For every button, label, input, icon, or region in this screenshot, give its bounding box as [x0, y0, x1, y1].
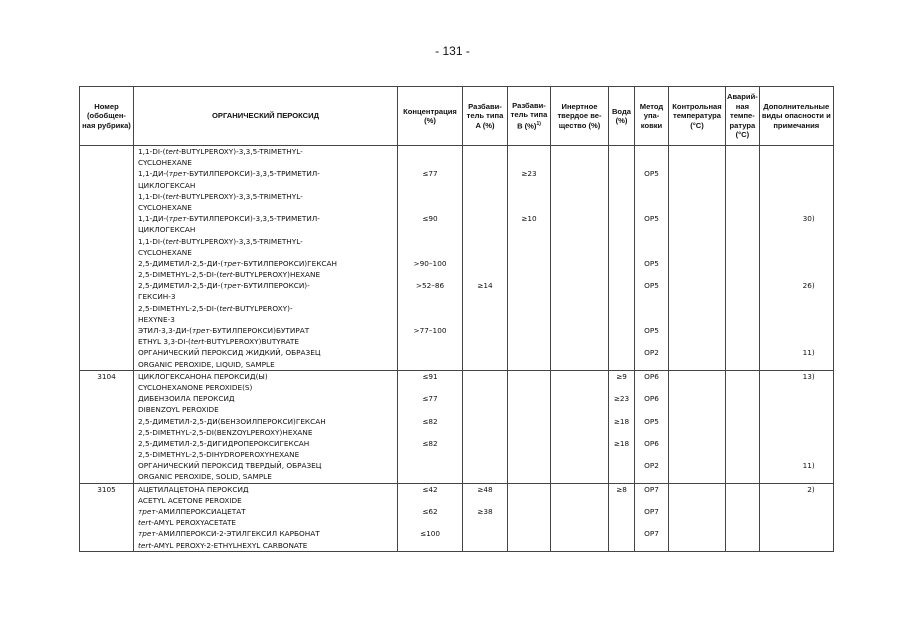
- cell-inert: [551, 438, 609, 460]
- name-line: [138, 528, 397, 539]
- cell-control-temp: [669, 258, 726, 280]
- cell-peroxide-name: [134, 416, 398, 438]
- cell-water: [609, 168, 635, 190]
- cell-peroxide-name: [134, 168, 398, 190]
- cell-diluent-b: [508, 506, 551, 528]
- table-row: [80, 325, 834, 347]
- name-text: -BUTYLPEROXY)-3,3,5-TRIMETHYL-: [178, 236, 303, 246]
- cell-emergency-temp: [726, 168, 760, 190]
- cell-inert: [551, 483, 609, 506]
- cell-concentration: ≤77: [398, 168, 463, 190]
- cell-control-temp: [669, 483, 726, 506]
- name-italic: трет: [138, 529, 156, 539]
- cell-control-temp: [669, 191, 726, 213]
- cell-inert: [551, 460, 609, 483]
- table-row: [80, 258, 834, 280]
- header-diluent-b-note: 1): [536, 120, 541, 127]
- cell-diluent-b: [508, 370, 551, 393]
- cell-notes: [759, 168, 833, 190]
- cell-control-temp: [669, 438, 726, 460]
- cell-diluent-b: [508, 280, 551, 325]
- name-line: 2,5-DIMETHYL-2,5-DI(BENZOYLPEROXY)HEXANE: [138, 427, 313, 437]
- cell-emergency-temp: [726, 438, 760, 460]
- cell-peroxide-name: [134, 280, 398, 325]
- name-text: 1,1-DI-(: [138, 147, 166, 156]
- cell-method: OP5: [635, 213, 669, 235]
- cell-concentration: [398, 236, 463, 258]
- cell-emergency-temp: [726, 325, 760, 347]
- cell-number: [80, 191, 134, 213]
- table-row: [80, 236, 834, 258]
- cell-method: OP5: [635, 280, 669, 325]
- cell-concentration: ≤82: [398, 438, 463, 460]
- cell-control-temp: [669, 325, 726, 347]
- cell-diluent-b: [508, 460, 551, 483]
- cell-peroxide-name: [134, 506, 398, 528]
- cell-inert: [551, 528, 609, 551]
- name-italic: трет: [168, 169, 187, 179]
- name-line: [138, 303, 397, 314]
- cell-diluent-a: [463, 146, 508, 169]
- cell-control-temp: [669, 280, 726, 325]
- cell-method: OP5: [635, 168, 669, 190]
- name-text: 2,5-ДИМЕТИЛ-2,5-ДИ-(: [138, 281, 224, 291]
- cell-method: [635, 236, 669, 258]
- name-text: -БУТИЛПЕРОКСИ)-3,3,5-ТРИМЕТИЛ-: [186, 214, 320, 224]
- cell-number: [80, 528, 134, 551]
- cell-diluent-a: [463, 236, 508, 258]
- name-text: -БУТИЛПЕРОКСИ)БУТИРАТ: [209, 326, 310, 335]
- cell-emergency-temp: [726, 528, 760, 551]
- header-row: [80, 87, 834, 146]
- cell-notes: [759, 325, 833, 347]
- name-line: АЦЕТИЛАЦЕТОНА ПЕРОКСИД: [138, 484, 249, 494]
- cell-inert: [551, 168, 609, 190]
- cell-emergency-temp: [726, 191, 760, 213]
- name-line: [138, 236, 397, 247]
- table-row: [80, 191, 834, 213]
- cell-method: [635, 146, 669, 169]
- cell-emergency-temp: [726, 347, 760, 370]
- cell-method: OP7: [635, 528, 669, 551]
- name-line: ЦИКЛОГЕКСАН: [138, 180, 196, 190]
- cell-notes: [759, 236, 833, 258]
- cell-water: ≥18: [609, 438, 635, 460]
- cell-concentration: ≤90: [398, 213, 463, 235]
- cell-control-temp: [669, 213, 726, 235]
- name-text: 1,1-ДИ-(: [138, 169, 169, 179]
- cell-diluent-a: [463, 168, 508, 190]
- cell-control-temp: [669, 460, 726, 483]
- name-text: 1,1-DI-(: [138, 236, 166, 246]
- cell-emergency-temp: [726, 370, 760, 393]
- cell-peroxide-name: [134, 347, 398, 370]
- cell-concentration: ≤42: [398, 483, 463, 506]
- cell-notes: [759, 258, 833, 280]
- cell-number: [80, 168, 134, 190]
- cell-diluent-b: [508, 325, 551, 347]
- table-row: [80, 460, 834, 483]
- cell-method: OP7: [635, 483, 669, 506]
- cell-peroxide-name: [134, 438, 398, 460]
- cell-inert: [551, 191, 609, 213]
- cell-notes: [759, 528, 833, 551]
- cell-diluent-b: [508, 393, 551, 415]
- name-italic: трет: [168, 214, 187, 224]
- name-text: -BUTYLPEROXY)HEXANE: [232, 270, 321, 280]
- cell-water: ≥23: [609, 393, 635, 415]
- header-diluent-a: Разбави-тель типа A (%): [463, 87, 508, 146]
- name-line: [138, 146, 397, 157]
- cell-concentration: [398, 347, 463, 370]
- cell-concentration: ≤82: [398, 416, 463, 438]
- name-line: [138, 258, 397, 269]
- cell-water: [609, 325, 635, 347]
- cell-water: [609, 191, 635, 213]
- cell-peroxide-name: [134, 483, 398, 506]
- cell-diluent-a: [463, 258, 508, 280]
- cell-number: [80, 347, 134, 370]
- cell-water: [609, 258, 635, 280]
- cell-peroxide-name: [134, 325, 398, 347]
- cell-diluent-a: ≥38: [463, 506, 508, 528]
- cell-notes: 11): [759, 460, 833, 483]
- cell-diluent-a: ≥14: [463, 280, 508, 325]
- cell-control-temp: [669, 236, 726, 258]
- header-method: Метод упа-ковки: [635, 87, 669, 146]
- name-line: [138, 325, 397, 336]
- cell-inert: [551, 213, 609, 235]
- cell-diluent-a: [463, 460, 508, 483]
- cell-diluent-a: [463, 416, 508, 438]
- cell-peroxide-name: [134, 236, 398, 258]
- cell-peroxide-name: [134, 258, 398, 280]
- name-italic: трет: [223, 281, 241, 291]
- cell-diluent-b: [508, 236, 551, 258]
- name-line: 2,5-ДИМЕТИЛ-2,5-ДИ(БЕНЗОИЛПЕРОКСИ)ГЕКСАН: [138, 416, 326, 426]
- cell-notes: 30): [759, 213, 833, 235]
- cell-number: [80, 506, 134, 528]
- cell-diluent-b: [508, 416, 551, 438]
- cell-notes: [759, 393, 833, 415]
- cell-number: [80, 258, 134, 280]
- cell-number: 3105: [80, 483, 134, 506]
- cell-method: OP6: [635, 438, 669, 460]
- cell-method: OP7: [635, 506, 669, 528]
- cell-diluent-a: [463, 370, 508, 393]
- name-italic: трет: [192, 326, 210, 335]
- cell-diluent-b: [508, 347, 551, 370]
- cell-water: ≥18: [609, 416, 635, 438]
- name-italic: tert: [219, 270, 233, 280]
- cell-diluent-a: [463, 191, 508, 213]
- name-text: -AMYL PEROXYACETATE: [151, 518, 237, 528]
- cell-water: ≥9: [609, 370, 635, 393]
- cell-notes: [759, 416, 833, 438]
- name-italic: tert: [138, 540, 152, 550]
- name-line: ОРГАНИЧЕСКИЙ ПЕРОКСИД ТВЕРДЫЙ, ОБРАЗЕЦ: [138, 461, 322, 471]
- header-peroxide: ОРГАНИЧЕСКИЙ ПЕРОКСИД: [134, 87, 398, 146]
- cell-emergency-temp: [726, 258, 760, 280]
- cell-diluent-a: ≥48: [463, 483, 508, 506]
- name-line: DIBENZOYL PEROXIDE: [138, 405, 219, 415]
- name-text: -BUTYLPEROXY)-3,3,5-TRIMETHYL-: [178, 191, 303, 201]
- cell-peroxide-name: [134, 213, 398, 235]
- header-water: Вода (%): [609, 87, 635, 146]
- cell-concentration: [398, 460, 463, 483]
- name-text: ETHYL 3,3-DI-(: [138, 337, 191, 347]
- cell-notes: 26): [759, 280, 833, 325]
- cell-concentration: >52–86: [398, 280, 463, 325]
- cell-concentration: >77–100: [398, 325, 463, 347]
- cell-control-temp: [669, 146, 726, 169]
- cell-peroxide-name: [134, 393, 398, 415]
- cell-method: OP5: [635, 325, 669, 347]
- cell-emergency-temp: [726, 393, 760, 415]
- cell-diluent-a: [463, 213, 508, 235]
- name-italic: tert: [138, 518, 152, 528]
- cell-water: [609, 236, 635, 258]
- name-line: ДИБЕНЗОИЛА ПЕРОКСИД: [138, 394, 235, 404]
- name-line: ORGANIC PEROXIDE, SOLID, SAMPLE: [138, 472, 272, 482]
- name-text: 2,5-DIMETHYL-2,5-DI-(: [138, 270, 220, 280]
- cell-inert: [551, 280, 609, 325]
- page-number: - 131 -: [435, 44, 470, 58]
- name-text: -БУТИЛПЕРОКСИ)ГЕКСАН: [240, 258, 337, 268]
- name-text: 1,1-ДИ-(: [138, 214, 169, 224]
- cell-diluent-b: [508, 438, 551, 460]
- cell-number: [80, 236, 134, 258]
- name-line: [138, 280, 397, 291]
- cell-diluent-a: [463, 347, 508, 370]
- cell-diluent-b: [508, 483, 551, 506]
- cell-emergency-temp: [726, 460, 760, 483]
- cell-notes: 13): [759, 370, 833, 393]
- name-italic: трет: [223, 258, 241, 268]
- cell-emergency-temp: [726, 146, 760, 169]
- table-row: [80, 483, 834, 506]
- table-row: [80, 168, 834, 190]
- name-line: ORGANIC PEROXIDE, LIQUID, SAMPLE: [138, 359, 275, 369]
- name-line: [138, 336, 397, 347]
- table-row: [80, 280, 834, 325]
- cell-notes: 11): [759, 347, 833, 370]
- name-italic: трет: [138, 507, 156, 516]
- cell-water: [609, 460, 635, 483]
- cell-number: [80, 213, 134, 235]
- name-line: ACETYL ACETONE PEROXIDE: [138, 495, 242, 505]
- name-line: HEXYNE-3: [138, 314, 175, 324]
- cell-control-temp: [669, 168, 726, 190]
- name-text: -АМИЛПЕРОКСИ-2-ЭТИЛГЕКСИЛ КАРБОНАТ: [155, 529, 320, 539]
- name-line: [138, 269, 397, 280]
- name-italic: tert: [190, 337, 205, 347]
- cell-number: [80, 280, 134, 325]
- cell-emergency-temp: [726, 483, 760, 506]
- name-text: -БУТИЛПЕРОКСИ)-3,3,5-ТРИМЕТИЛ-: [186, 169, 320, 179]
- name-line: [138, 191, 397, 202]
- table-row: [80, 438, 834, 460]
- cell-concentration: >90–100: [398, 258, 463, 280]
- table-row: [80, 370, 834, 393]
- cell-control-temp: [669, 347, 726, 370]
- cell-concentration: [398, 146, 463, 169]
- cell-notes: [759, 191, 833, 213]
- cell-peroxide-name: [134, 460, 398, 483]
- table-row: [80, 393, 834, 415]
- name-line: [138, 540, 397, 551]
- cell-diluent-b: ≥10: [508, 213, 551, 235]
- name-line: ЦИКЛОГЕКСАН: [138, 225, 196, 235]
- cell-number: [80, 460, 134, 483]
- cell-number: 3104: [80, 370, 134, 393]
- cell-diluent-b: [508, 258, 551, 280]
- cell-control-temp: [669, 370, 726, 393]
- cell-inert: [551, 146, 609, 169]
- name-line: ГЕКСИН-3: [138, 292, 176, 302]
- cell-control-temp: [669, 506, 726, 528]
- cell-emergency-temp: [726, 236, 760, 258]
- name-line: [138, 168, 397, 179]
- cell-inert: [551, 370, 609, 393]
- cell-concentration: ≤77: [398, 393, 463, 415]
- cell-number: [80, 146, 134, 169]
- name-italic: tert: [219, 303, 233, 313]
- name-line: [138, 213, 397, 224]
- table-row: [80, 506, 834, 528]
- header-inert: Инертное твердое ве-щество (%): [551, 87, 609, 146]
- cell-number: [80, 325, 134, 347]
- cell-inert: [551, 506, 609, 528]
- cell-diluent-b: ≥23: [508, 168, 551, 190]
- cell-diluent-b: [508, 191, 551, 213]
- cell-inert: [551, 236, 609, 258]
- name-text: -АМИЛПЕРОКСИАЦЕТАТ: [155, 507, 246, 516]
- cell-inert: [551, 325, 609, 347]
- cell-method: OP2: [635, 347, 669, 370]
- header-control-temp: Контрольная температура (°C): [669, 87, 726, 146]
- cell-emergency-temp: [726, 280, 760, 325]
- table-row: [80, 416, 834, 438]
- cell-control-temp: [669, 393, 726, 415]
- name-line: ОРГАНИЧЕСКИЙ ПЕРОКСИД ЖИДКИЙ, ОБРАЗЕЦ: [138, 348, 321, 358]
- cell-notes: [759, 438, 833, 460]
- name-italic: tert: [165, 236, 179, 246]
- cell-number: [80, 393, 134, 415]
- cell-concentration: ≤62: [398, 506, 463, 528]
- name-line: CYCLOHEXANE: [138, 158, 192, 168]
- header-concentration: Концентрация (%): [398, 87, 463, 146]
- cell-water: [609, 506, 635, 528]
- cell-method: OP2: [635, 460, 669, 483]
- cell-emergency-temp: [726, 416, 760, 438]
- name-line: 2,5-DIMETHYL-2,5-DIHYDROPEROXYHEXANE: [138, 450, 300, 460]
- header-additional: Дополнительные виды опасности и примечания: [759, 87, 833, 146]
- name-text: -BUTYLPEROXY)-3,3,5-TRIMETHYL-: [178, 147, 303, 156]
- cell-peroxide-name: [134, 191, 398, 213]
- cell-notes: [759, 506, 833, 528]
- cell-water: [609, 280, 635, 325]
- cell-method: OP6: [635, 370, 669, 393]
- header-diluent-b: [508, 87, 551, 146]
- table-row: [80, 347, 834, 370]
- cell-method: OP5: [635, 416, 669, 438]
- cell-number: [80, 438, 134, 460]
- cell-method: [635, 191, 669, 213]
- name-text: ЭТИЛ-3,3-ДИ-(: [138, 326, 193, 335]
- name-line: CYCLOHEXANONE PEROXIDE(S): [138, 382, 253, 392]
- header-emergency-temp: Аварий-ная темпе-ратура (°C): [726, 87, 760, 146]
- cell-peroxide-name: [134, 528, 398, 551]
- name-text: 1,1-DI-(: [138, 191, 166, 201]
- cell-diluent-b: [508, 528, 551, 551]
- cell-concentration: ≤100: [398, 528, 463, 551]
- table-row: [80, 213, 834, 235]
- cell-emergency-temp: [726, 213, 760, 235]
- name-line: ЦИКЛОГЕКСАНОНА ПЕРОКСИД(Ы): [138, 371, 268, 381]
- name-text: -AMYL PEROXY-2-ETHYLHEXYL CARBONATE: [151, 540, 308, 550]
- cell-concentration: [398, 191, 463, 213]
- cell-water: [609, 347, 635, 370]
- table-row: [80, 146, 834, 169]
- cell-concentration: ≤91: [398, 370, 463, 393]
- cell-method: OP6: [635, 393, 669, 415]
- header-diluent-b-text: Разбави-тель типа B (%): [510, 100, 548, 131]
- cell-diluent-a: [463, 325, 508, 347]
- organic-peroxide-table: [79, 86, 834, 552]
- cell-water: [609, 213, 635, 235]
- name-line: [138, 517, 397, 528]
- table-row: [80, 528, 834, 551]
- cell-control-temp: [669, 416, 726, 438]
- cell-emergency-temp: [726, 506, 760, 528]
- cell-notes: 2): [759, 483, 833, 506]
- cell-diluent-a: [463, 528, 508, 551]
- name-text: -BUTYLPEROXY)-: [232, 303, 293, 313]
- cell-number: [80, 416, 134, 438]
- cell-method: OP5: [635, 258, 669, 280]
- name-italic: tert: [165, 147, 179, 156]
- cell-diluent-a: [463, 393, 508, 415]
- name-text: 2,5-ДИМЕТИЛ-2,5-ДИ-(: [138, 258, 224, 268]
- cell-water: [609, 528, 635, 551]
- cell-inert: [551, 347, 609, 370]
- cell-diluent-a: [463, 438, 508, 460]
- name-text: 2,5-DIMETHYL-2,5-DI-(: [138, 303, 220, 313]
- table-body: [80, 146, 834, 552]
- cell-inert: [551, 416, 609, 438]
- name-italic: tert: [165, 191, 179, 201]
- name-text: -BUTYLPEROXY)BUTYRATE: [204, 337, 299, 347]
- cell-water: ≥8: [609, 483, 635, 506]
- header-number: Номер (обобщен-ная рубрика): [80, 87, 134, 146]
- cell-inert: [551, 258, 609, 280]
- name-text: -БУТИЛПЕРОКСИ)-: [240, 281, 310, 291]
- name-line: [138, 506, 397, 517]
- cell-notes: [759, 146, 833, 169]
- name-line: CYCLOHEXANE: [138, 202, 192, 212]
- name-line: CYCLOHEXANE: [138, 247, 192, 257]
- name-line: 2,5-ДИМЕТИЛ-2,5-ДИГИДРОПЕРОКСИГЕКСАН: [138, 438, 310, 448]
- cell-inert: [551, 393, 609, 415]
- cell-control-temp: [669, 528, 726, 551]
- cell-peroxide-name: [134, 146, 398, 169]
- cell-water: [609, 146, 635, 169]
- cell-peroxide-name: [134, 370, 398, 393]
- cell-diluent-b: [508, 146, 551, 169]
